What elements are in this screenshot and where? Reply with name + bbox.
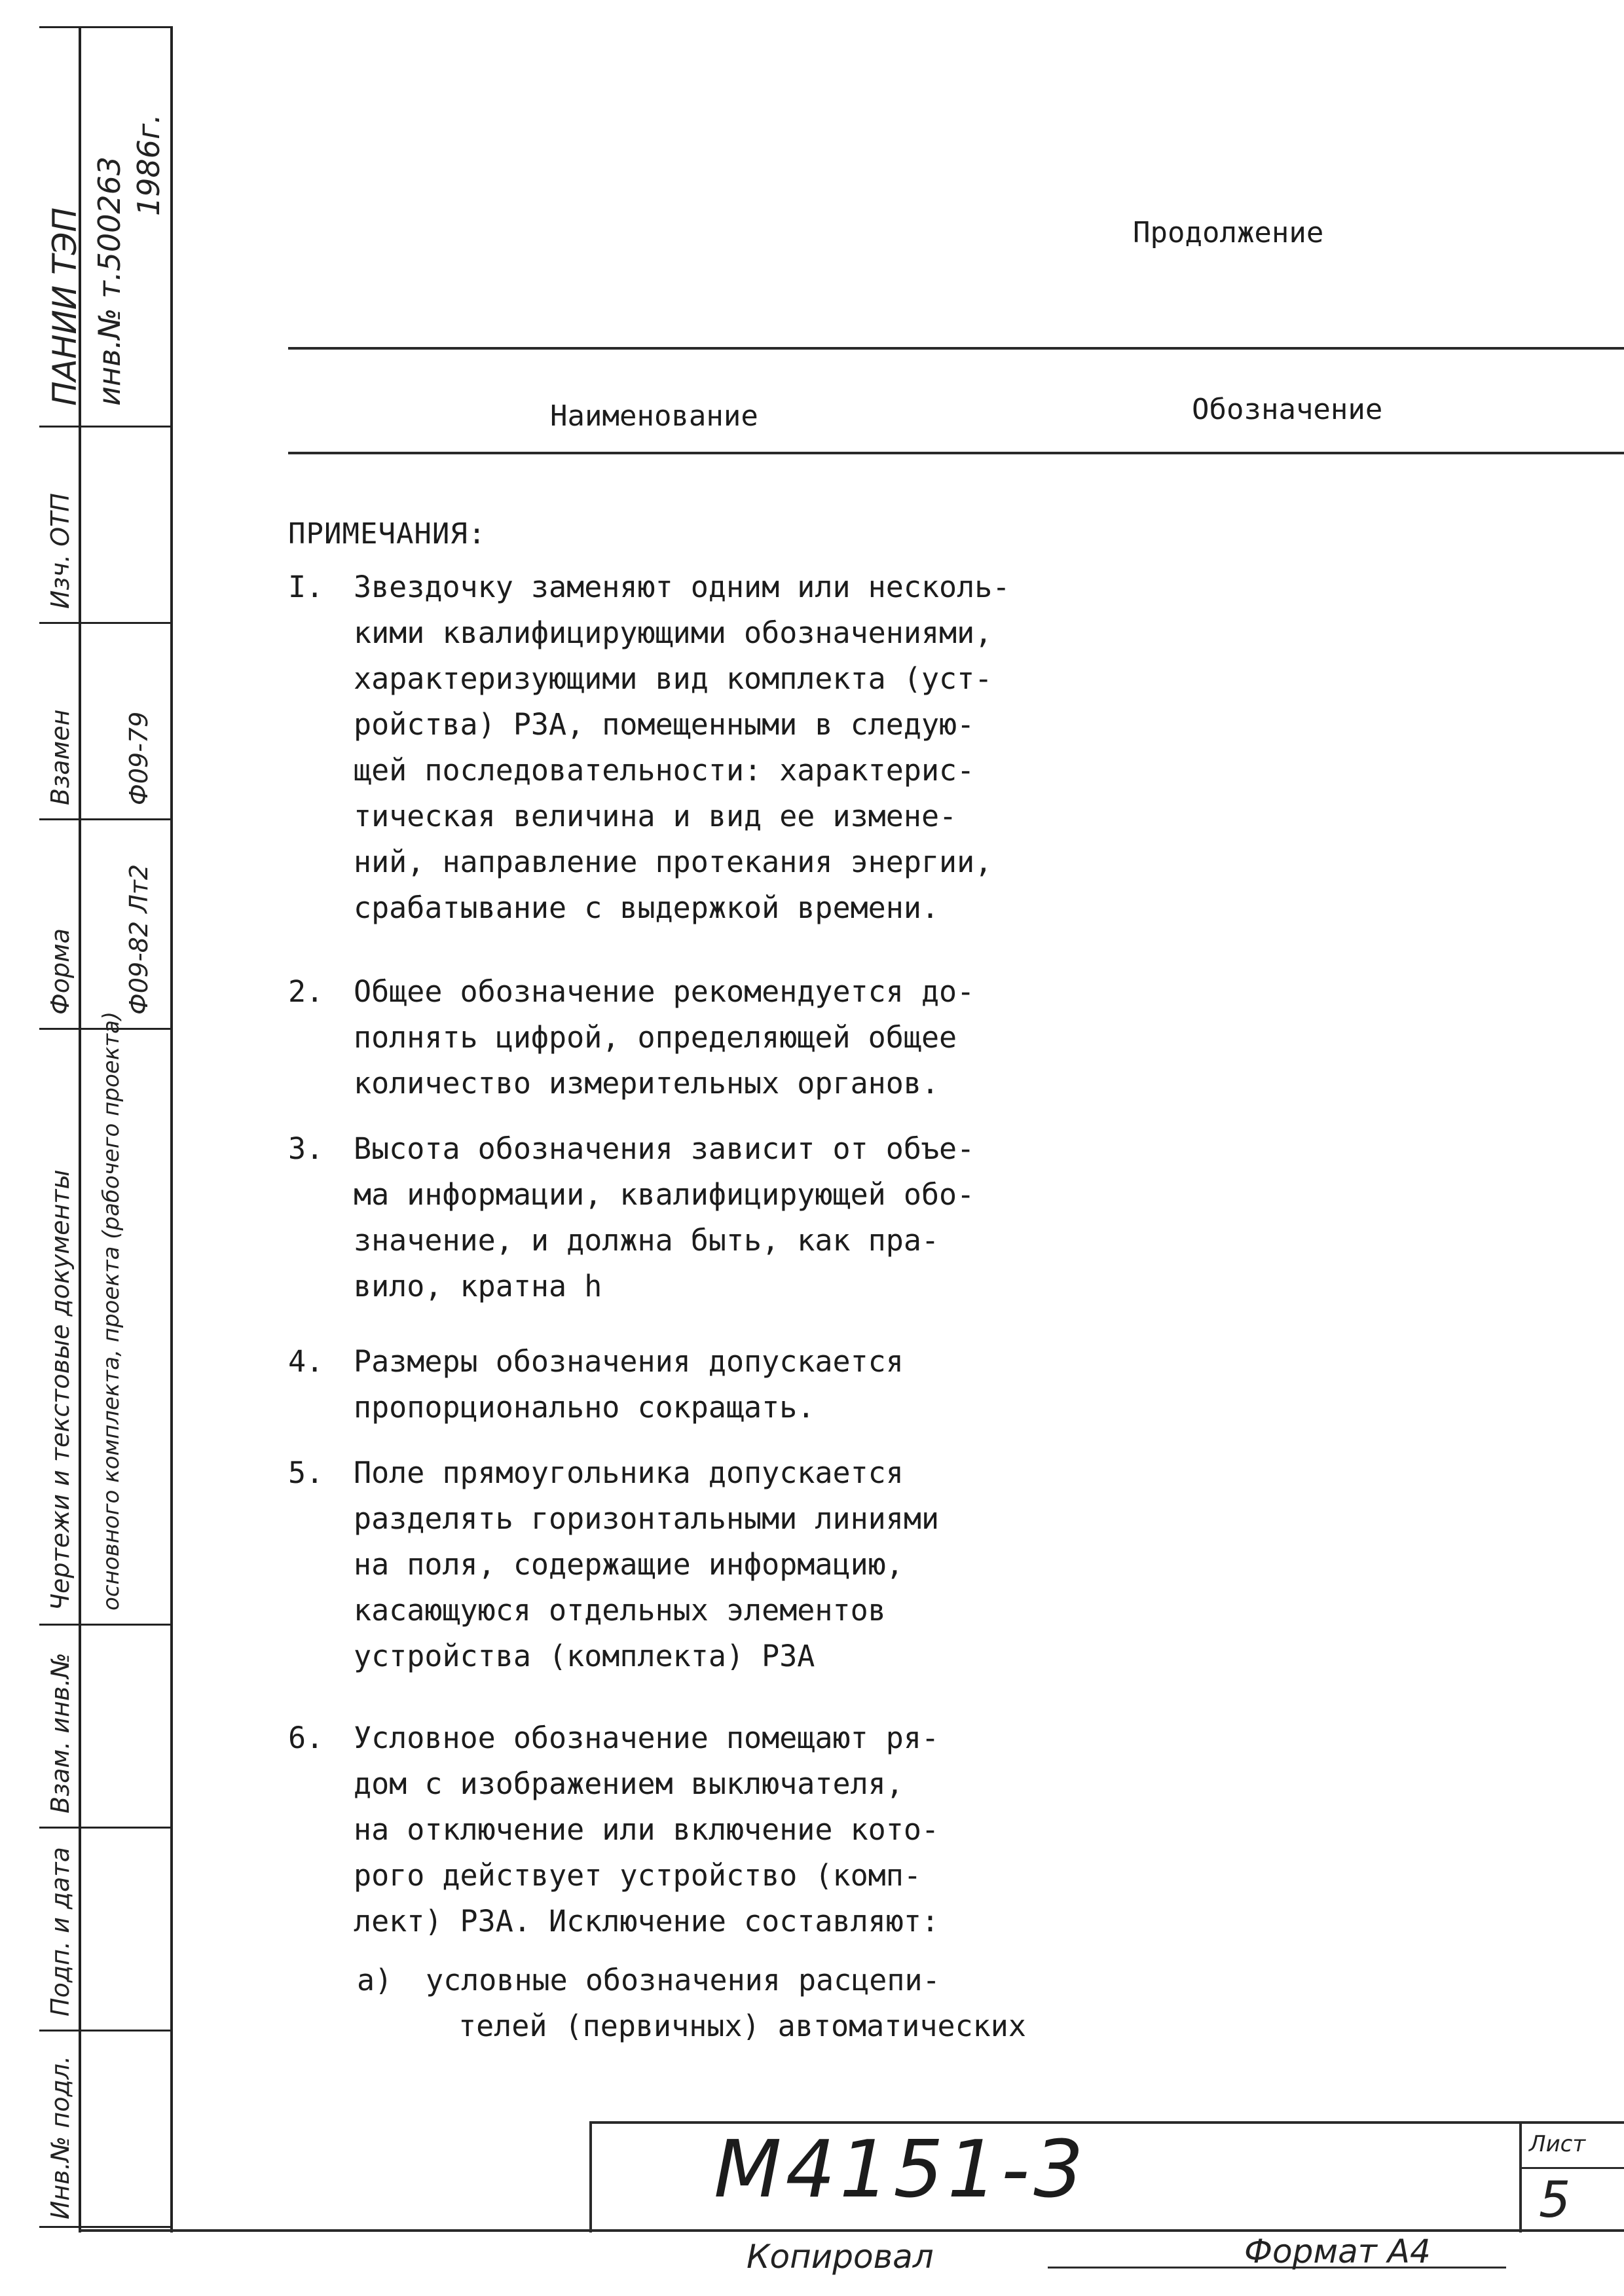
margin-vertical-line-inner xyxy=(170,26,173,2232)
note-line: Условное обозначение помещают ря- xyxy=(354,1721,940,1755)
note-subitem-number: а) xyxy=(357,1963,393,1997)
title-block-top-border xyxy=(589,2121,1624,2124)
margin-top-line xyxy=(39,26,170,28)
note-line: касающуюся отдельных элементов xyxy=(354,1593,886,1628)
sheet-label: Лист xyxy=(1529,2131,1586,2157)
margin-divider-6 xyxy=(39,1827,170,1829)
margin-top-note-2: инв.№ т.500263 xyxy=(92,156,127,406)
note-item xyxy=(288,1715,1139,2049)
margin-label-drawings: Чертежи и текстовые документы xyxy=(46,1169,75,1611)
margin-label-podp-data: Подп. и дата xyxy=(46,1847,75,2016)
margin-divider-8 xyxy=(39,2226,170,2228)
note-line: устройства (комплекта) РЗА xyxy=(354,1639,815,1673)
note-line: вило, кратна h xyxy=(354,1269,602,1303)
margin-value-vzamen: Ф09-79 xyxy=(124,711,153,805)
note-subitem xyxy=(357,1958,1139,2003)
margin-divider-2 xyxy=(39,622,170,624)
margin-label-forma: Форма xyxy=(46,928,75,1015)
continuation-label: Продолжение xyxy=(1133,216,1324,249)
note-line: кими квалифицирующими обозначениями, xyxy=(354,615,993,650)
note-item xyxy=(288,1126,1139,1309)
format-label: Формат А4 xyxy=(1244,2232,1431,2270)
margin-top-note-3: 1986г. xyxy=(131,114,166,216)
document-code: М4151-3 xyxy=(714,2124,1088,2215)
title-block-sheet-row-divider xyxy=(1519,2167,1624,2169)
note-line: дом с изображением выключателя, xyxy=(354,1766,904,1801)
margin-divider-1 xyxy=(39,426,170,428)
note-line: полнять цифрой, определяющей общее xyxy=(354,1020,957,1055)
margin-label-inv-podl: Инв.№ подл. xyxy=(46,2055,75,2219)
note-line: значение, и должна быть, как пра- xyxy=(354,1223,940,1258)
note-number: 5. xyxy=(288,1455,324,1490)
note-line: количество измерительных органов. xyxy=(354,1066,940,1101)
note-line: ний, направление протекания энергии, xyxy=(354,845,993,879)
note-line: щей последовательности: характерис- xyxy=(354,753,975,788)
note-line: Поле прямоугольника допускается xyxy=(354,1455,904,1490)
note-line: Звездочку заменяют одним или несколь- xyxy=(354,570,1010,604)
note-number: I. xyxy=(288,570,324,604)
note-line: разделять горизонтальными линиями xyxy=(354,1501,940,1536)
note-subitem-continuation xyxy=(458,2003,1139,2049)
notes-title: ПРИМЕЧАНИЯ: xyxy=(288,517,487,551)
note-line: условные обозначения расцепи- xyxy=(426,1963,940,1997)
title-block-left-border xyxy=(589,2121,592,2232)
note-item xyxy=(288,1339,1139,1430)
note-number: 4. xyxy=(288,1344,324,1379)
margin-top-note-1: ПАНИИ ТЭП xyxy=(46,207,84,406)
margin-label-vzamen: Взамен xyxy=(46,709,75,805)
note-line: тическая величина и вид ее измене- xyxy=(354,799,957,833)
sheet-number: 5 xyxy=(1539,2170,1571,2229)
note-line: пропорционально сокращать. xyxy=(354,1390,815,1425)
note-line: Высота обозначения зависит от объе- xyxy=(354,1131,975,1166)
margin-divider-5 xyxy=(39,1624,170,1626)
column-header-name: Наименование xyxy=(550,399,758,433)
note-line: лект) РЗА. Исключение составляют: xyxy=(354,1904,940,1939)
table-header-bottom-rule xyxy=(288,452,1624,454)
margin-value-forma: Ф09-82 Лт2 xyxy=(124,864,153,1015)
title-block-sheet-divider xyxy=(1519,2121,1522,2232)
note-number: 6. xyxy=(288,1721,324,1755)
copied-by-label: Копировал xyxy=(747,2238,934,2276)
column-header-designation: Обозначение xyxy=(1192,393,1383,426)
margin-label-vzam-inv: Взам. инв.№ xyxy=(46,1652,75,1813)
table-top-rule xyxy=(288,347,1624,350)
note-line: характеризующими вид комплекта (уст- xyxy=(354,661,993,696)
note-line: ма информации, квалифицирующей обо- xyxy=(354,1177,975,1212)
note-line: ройства) РЗА, помещенными в следую- xyxy=(354,707,975,742)
note-item xyxy=(288,564,1139,931)
page-bottom-rule xyxy=(79,2229,1624,2232)
margin-label-izch-otp: Изч. ОТП xyxy=(46,493,75,609)
note-item xyxy=(288,1450,1139,1679)
note-line: на отключение или включение кото- xyxy=(354,1812,940,1847)
note-line: Размеры обозначения допускается xyxy=(354,1344,904,1379)
note-line: рого действует устройство (комп- xyxy=(354,1858,921,1893)
margin-divider-7 xyxy=(39,2030,170,2032)
margin-value-project: основного комплекта, проекта (рабочего проекта) xyxy=(98,1011,124,1611)
note-number: 2. xyxy=(288,974,324,1009)
note-item xyxy=(288,969,1139,1106)
note-line: на поля, содержащие информацию, xyxy=(354,1547,904,1582)
margin-divider-3 xyxy=(39,818,170,820)
note-line: срабатывание с выдержкой времени. xyxy=(354,890,940,925)
note-line: телей (первичных) автоматических xyxy=(458,2009,1026,2043)
note-line: Общее обозначение рекомендуется до- xyxy=(354,974,975,1009)
note-number: 3. xyxy=(288,1131,324,1166)
